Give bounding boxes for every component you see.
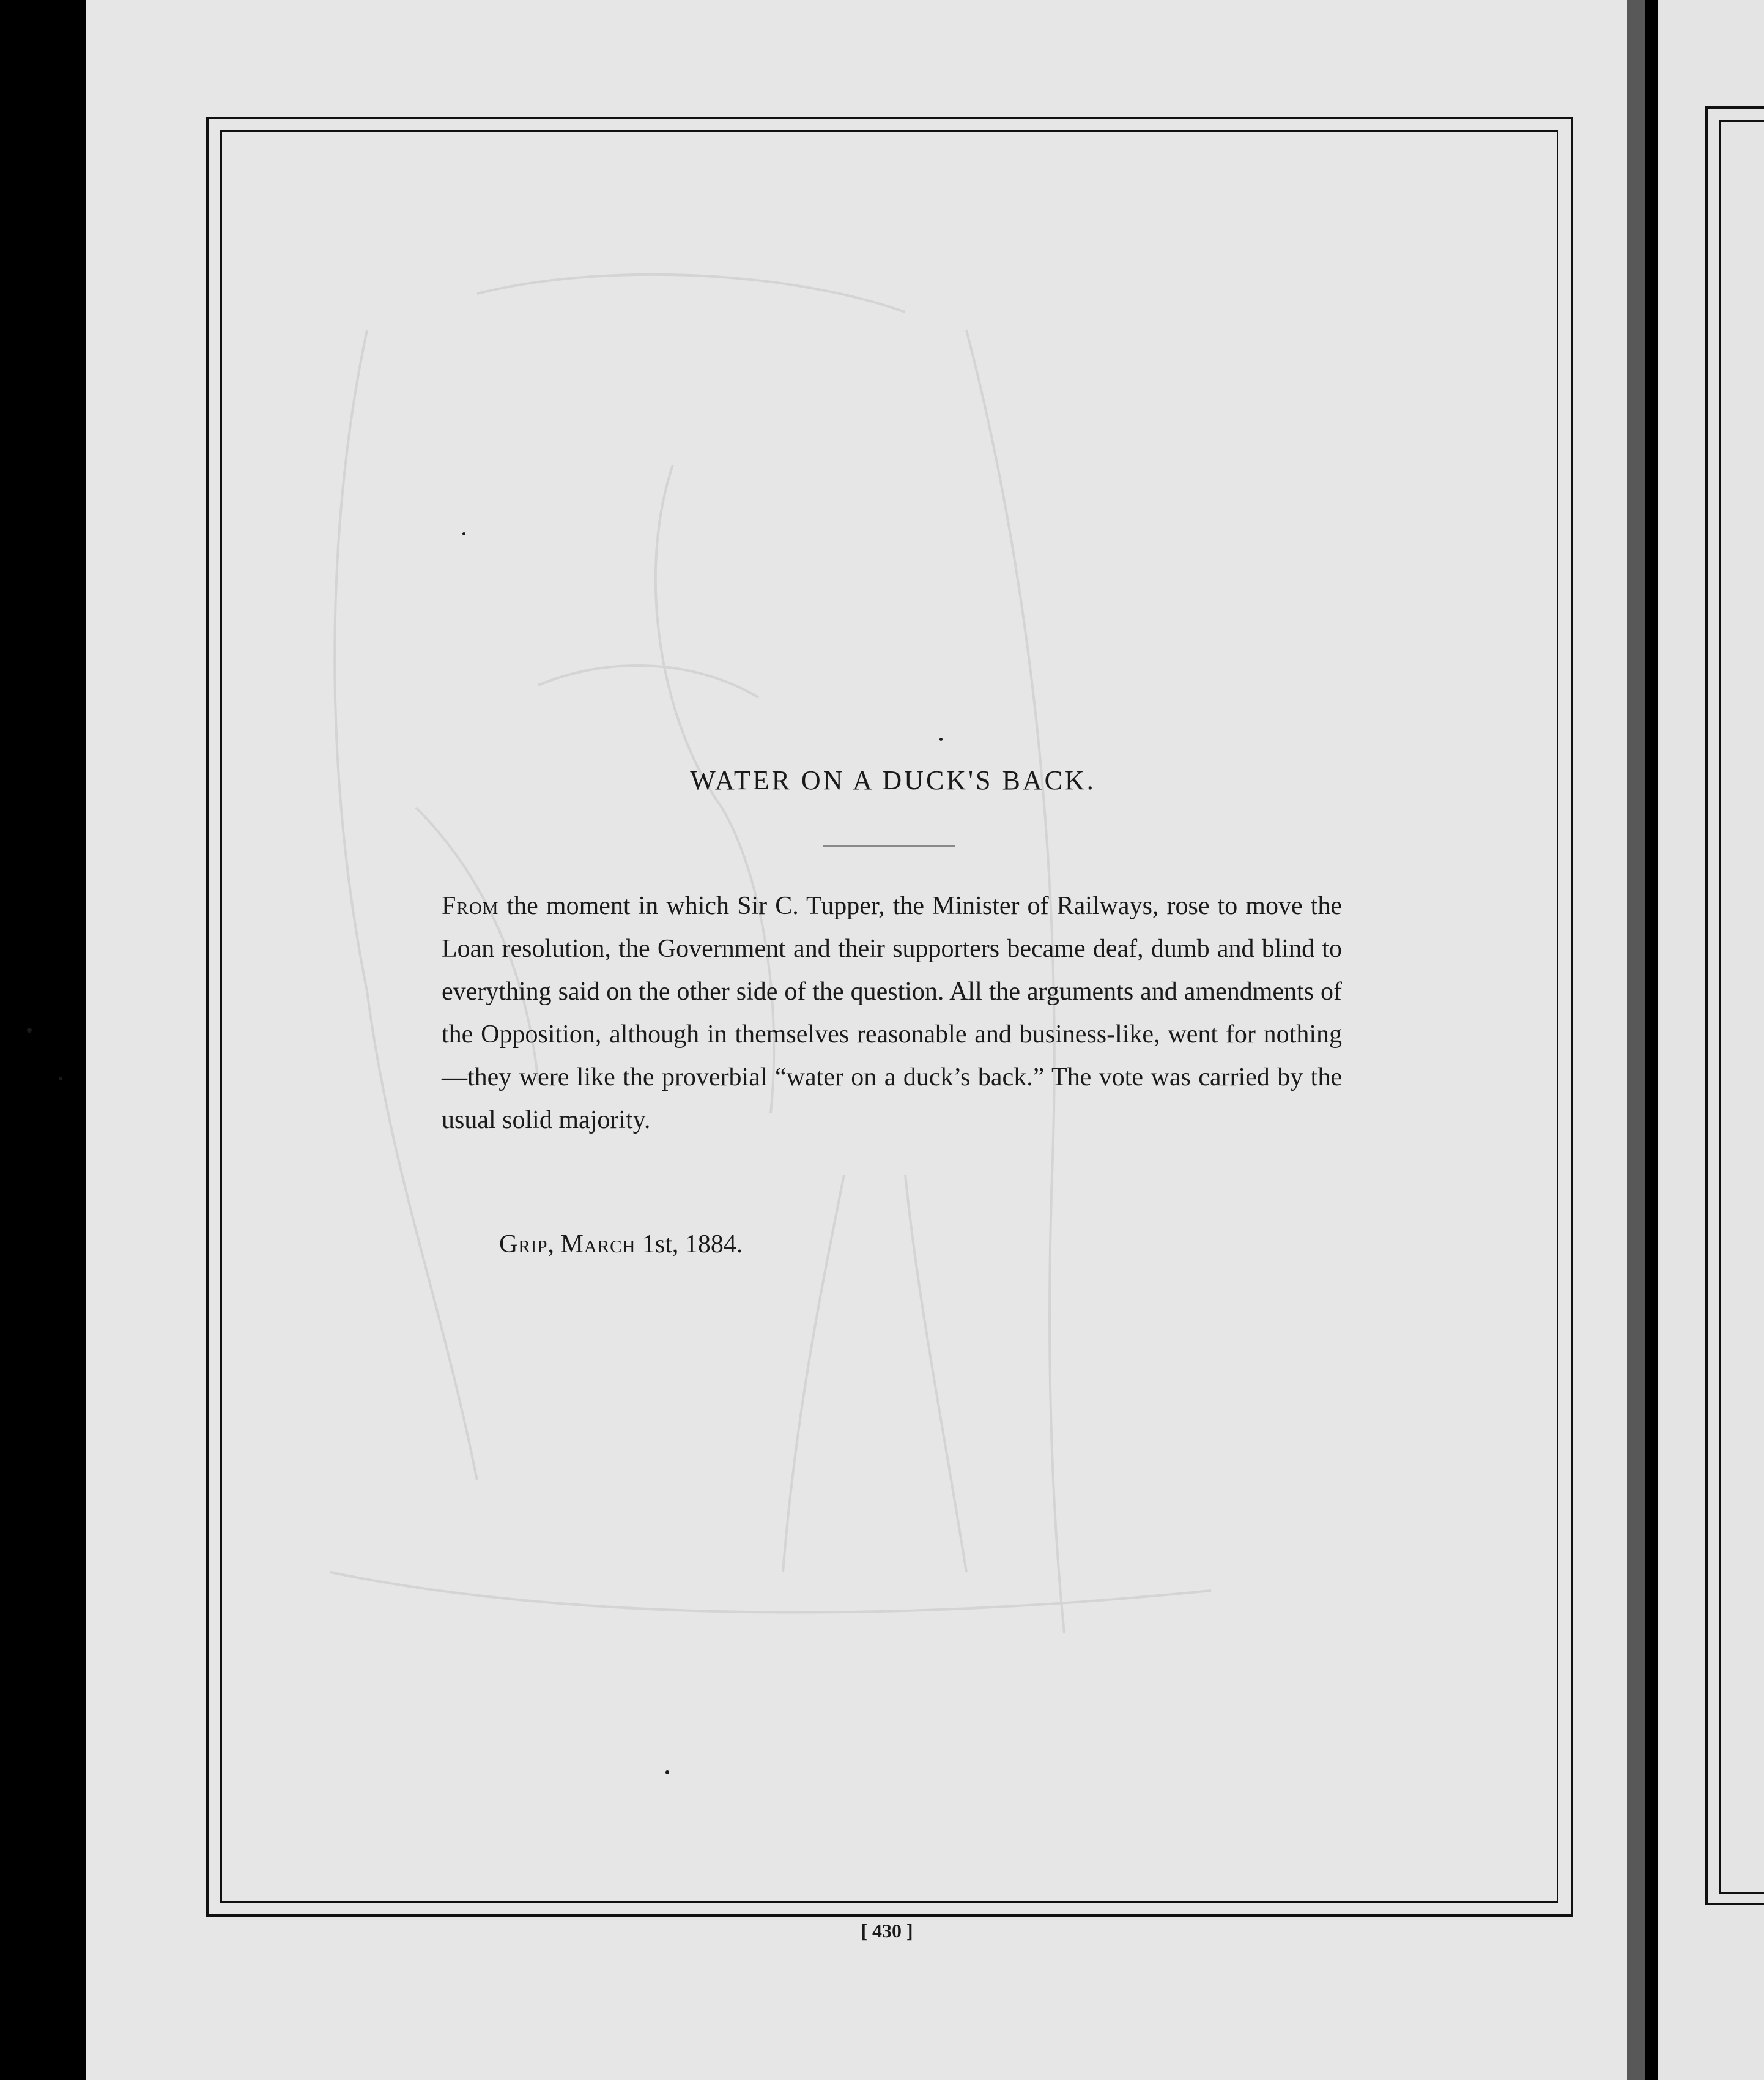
article-title: WATER ON A DUCK'S BACK. [690,765,1096,795]
source-month: March [560,1230,636,1258]
scan-speck [59,1077,62,1080]
scan-speck [665,1770,669,1774]
source-separator: , [547,1230,561,1258]
scan-speck [27,1028,32,1033]
next-page-border-inner [1719,120,1764,1894]
page-gutter [1627,0,1645,2080]
scan-speck [462,532,465,535]
article-body-text: the moment in which Sir C. Tupper, the Minister of Railways, rose to move the Loan resolution, the Government and their supporters became deaf, dumb and blind to everything said on the other side of the question. All the arguments and amendments of the Opposition, although in themselves reasonable and business-like, went for nothing—they were like the proverbial “water on a duck’s back.” The vote was carried by the usual solid majority. [442,892,1342,1134]
title-rule [823,845,955,847]
page-number: [ 430 ] [861,1920,913,1942]
article-body [442,885,1342,1142]
scan-speck [939,738,943,741]
source-date: 1st, 1884. [636,1230,743,1258]
source-publication: Grip [499,1230,548,1258]
article-lead-word: From [442,892,499,920]
article-source [499,1230,743,1259]
